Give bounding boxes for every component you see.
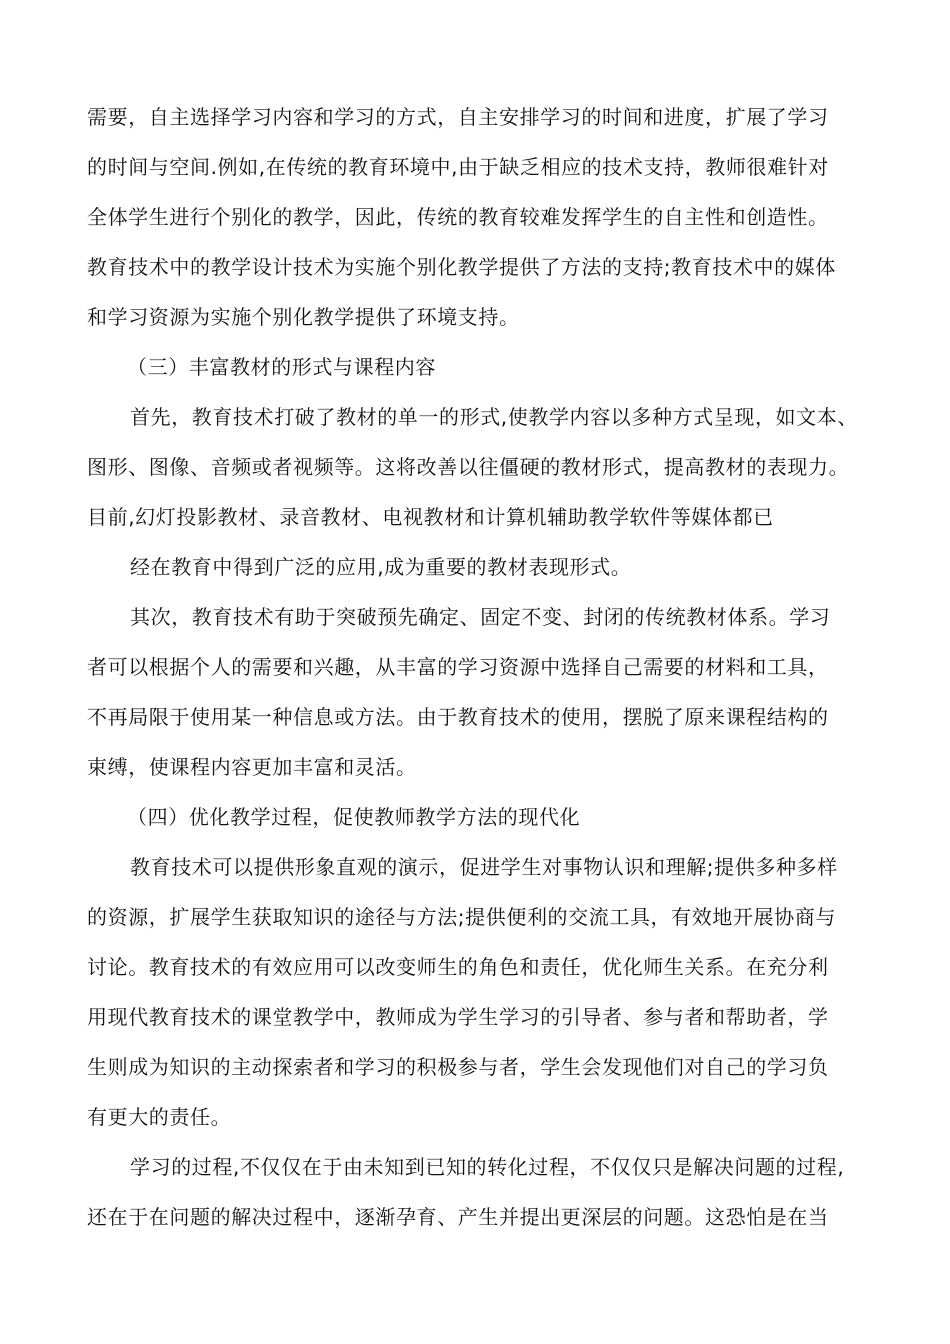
body-text-line: 用现代教育技术的课堂教学中，教师成为学生学习的引导者、参与者和帮助者，学	[87, 1005, 829, 1029]
body-text-line: 束缚，使课程内容更加丰富和灵活。	[87, 755, 417, 779]
paragraph-first-line: 其次，教育技术有助于突破预先确定、固定不变、封闭的传统教材体系。学习	[130, 605, 831, 629]
body-text-line: 教育技术中的教学设计技术为实施个别化教学提供了方法的支持;教育技术中的媒体	[87, 255, 836, 279]
paragraph-first-line: 经在教育中得到广泛的应用,成为重要的教材表现形式。	[130, 555, 632, 579]
body-text-line: 和学习资源为实施个别化教学提供了环境支持。	[87, 305, 520, 329]
body-text-line: 者可以根据个人的需要和兴趣，从丰富的学习资源中选择自己需要的材料和工具，	[87, 655, 829, 679]
paragraph-first-line: 教育技术可以提供形象直观的演示，促进学生对事物认识和理解;提供多种多样	[130, 855, 838, 879]
paragraph-first-line: 首先，教育技术打破了教材的单一的形式,使教学内容以多种方式呈现，如文本、	[130, 405, 858, 429]
body-text-line: 需要，自主选择学习内容和学习的方式，自主安排学习的时间和进度，扩展了学习	[87, 105, 829, 129]
section-heading-4: （四）优化教学过程，促使教师教学方法的现代化	[127, 805, 581, 829]
body-text-line: 的时间与空间.例如,在传统的教育环境中,由于缺乏相应的技术支持，教师很难针对	[87, 155, 829, 179]
body-text-line: 全体学生进行个别化的教学，因此，传统的教育较难发挥学生的自主性和创造性。	[87, 205, 829, 229]
body-text-line: 不再局限于使用某一种信息或方法。由于教育技术的使用，摆脱了原来课程结构的	[87, 705, 829, 729]
body-text-line: 的资源，扩展学生获取知识的途径与方法;提供便利的交流工具，有效地开展协商与	[87, 905, 836, 929]
body-text-line: 生则成为知识的主动探索者和学习的积极参与者，学生会发现他们对自己的学习负	[87, 1055, 829, 1079]
section-heading-3: （三）丰富教材的形式与课程内容	[127, 355, 436, 379]
body-text-line: 目前,幻灯投影教材、录音教材、电视教材和计算机辅助教学软件等媒体都已	[87, 505, 774, 529]
body-text-line: 讨论。教育技术的有效应用可以改变师生的角色和责任，优化师生关系。在充分利	[87, 955, 829, 979]
body-text-line: 图形、图像、音频或者视频等。这将改善以往僵硬的教材形式，提高教材的表现力。	[87, 455, 850, 479]
body-text-line: 还在于在问题的解决过程中，逐渐孕育、产生并提出更深层的问题。这恐怕是在当	[87, 1205, 829, 1229]
paragraph-first-line: 学习的过程,不仅仅在于由未知到已知的转化过程，不仅仅只是解决问题的过程,	[130, 1155, 845, 1179]
body-text-line: 有更大的责任。	[87, 1105, 232, 1129]
